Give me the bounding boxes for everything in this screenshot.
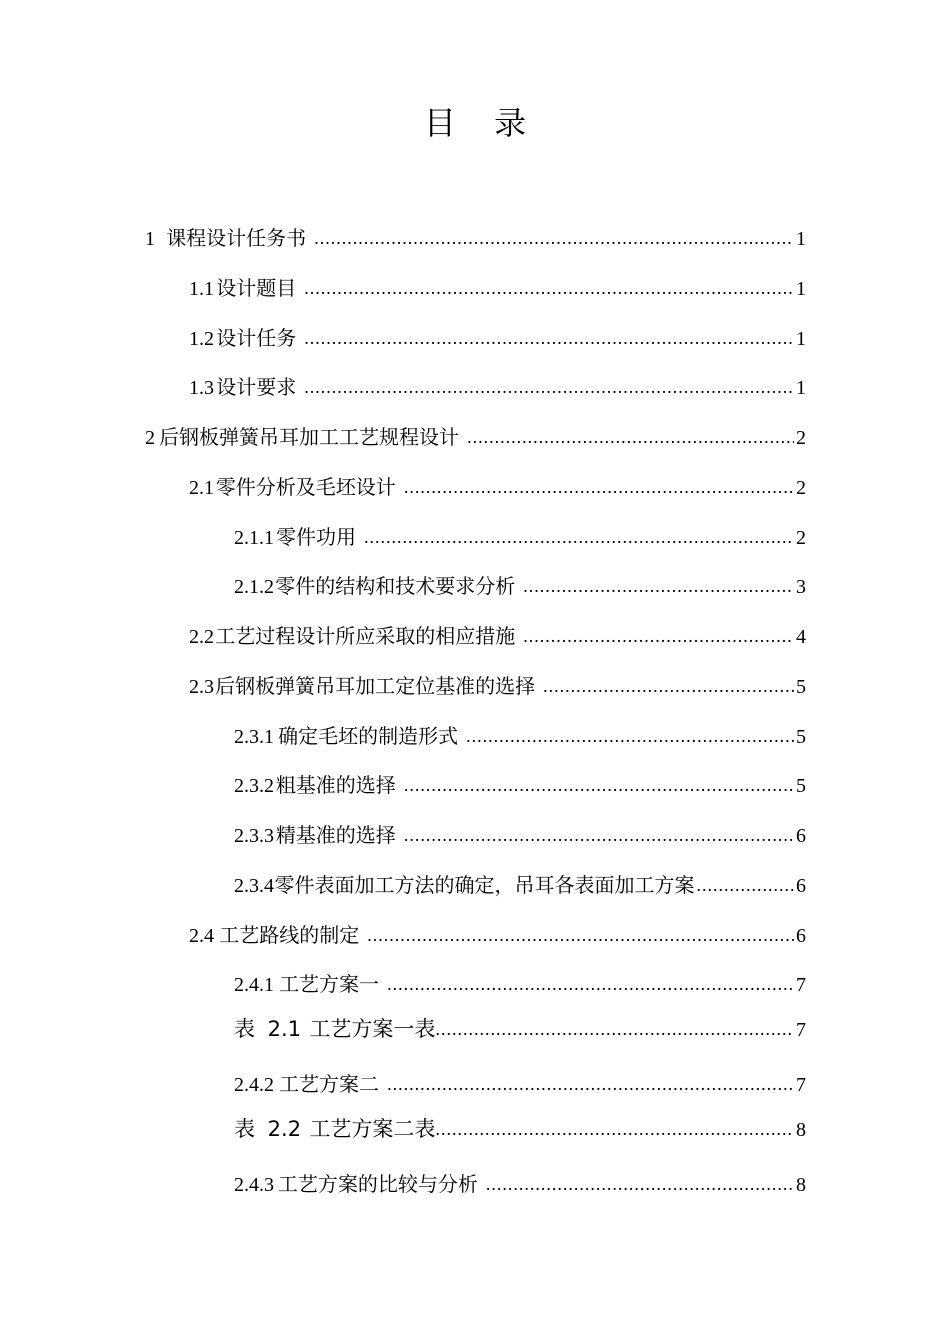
toc-leader-dots <box>435 1114 794 1144</box>
toc-entry[interactable] <box>234 1169 806 1199</box>
toc-entry-number: 1.2 <box>189 328 214 350</box>
toc-leader-dots <box>467 422 794 452</box>
toc-entry-page: 5 <box>796 676 806 698</box>
toc-entry-number: 2.2 <box>189 626 214 648</box>
toc-entry-number: 2.1 <box>189 477 214 499</box>
toc-entry-page: 1 <box>796 377 806 399</box>
toc-leader-dots <box>523 571 794 601</box>
toc-leader-dots <box>696 870 794 900</box>
toc-entry-page: 5 <box>796 775 806 797</box>
toc-entry-label: 后钢板弹簧吊耳加工定位基准的选择 <box>215 674 536 698</box>
toc-leader-dots <box>404 472 794 502</box>
toc-entry-page: 2 <box>796 427 806 449</box>
toc-table-entry[interactable] <box>234 1114 806 1144</box>
toc-entry[interactable] <box>234 820 806 850</box>
toc-leader-dots <box>387 969 794 999</box>
toc-table-number: 表 2.1 <box>234 1017 302 1041</box>
toc-entry-number: 2.1.1 <box>234 527 274 549</box>
toc-entry-number: 2.3 <box>189 676 214 698</box>
toc-entry-label: 工艺过程设计所应采取的相应措施 <box>215 624 516 648</box>
toc-entry-page: 7 <box>796 1074 806 1096</box>
toc-entry[interactable] <box>234 1069 806 1099</box>
toc-entry-label: 后钢板弹簧吊耳加工工艺规程设计 <box>159 425 460 449</box>
toc-entry-label: 零件功用 <box>276 525 356 549</box>
toc-entry[interactable] <box>189 323 806 353</box>
toc-leader-dots <box>523 621 794 651</box>
toc-leader-dots <box>304 372 794 402</box>
toc-entry[interactable] <box>189 273 806 303</box>
toc-entry-label: 精基准的选择 <box>275 823 396 847</box>
toc-entry-label: 工艺路线的制定 <box>219 923 360 947</box>
toc-entry-number: 1.3 <box>189 377 214 399</box>
toc-leader-dots <box>304 323 794 353</box>
toc-entry-number: 2.3.1 <box>234 726 274 748</box>
toc-leader-dots <box>466 721 794 751</box>
toc-entry-number: 1.1 <box>189 278 214 300</box>
toc-table-number: 表 2.2 <box>234 1117 302 1141</box>
toc-entry-number: 2.3.3 <box>234 825 274 847</box>
toc-entry-number: 2.3.4 <box>234 875 274 897</box>
toc-entry-label: 粗基准的选择 <box>275 773 396 797</box>
toc-entry-page: 1 <box>796 328 806 350</box>
toc-entry-label: 工艺方案二表 <box>309 1117 436 1141</box>
toc-entry[interactable] <box>145 422 806 452</box>
toc-entry[interactable] <box>189 920 806 950</box>
toc-leader-dots <box>304 273 794 303</box>
toc-leader-dots <box>404 770 794 800</box>
toc-entry-label: 工艺方案一 <box>279 972 380 996</box>
toc-entry[interactable] <box>234 870 806 900</box>
toc-entry[interactable] <box>234 571 806 601</box>
toc-table-entry[interactable] <box>234 1014 806 1044</box>
toc-entry-label: 零件分析及毛坯设计 <box>215 475 396 499</box>
toc-entry-label: 工艺方案的比较与分析 <box>277 1172 478 1196</box>
toc-entry-page: 8 <box>796 1174 806 1196</box>
toc-entry-page: 6 <box>796 875 806 897</box>
toc-entry-label: 零件的结构和技术要求分析 <box>275 574 516 598</box>
toc-entry-number: 2 <box>145 427 155 449</box>
toc-leader-dots <box>314 223 794 253</box>
toc-entry-page: 4 <box>796 626 806 648</box>
toc-entry-page: 7 <box>796 974 806 996</box>
toc-leader-dots <box>364 522 794 552</box>
toc-leader-dots <box>543 671 794 701</box>
toc-entry-label: 设计题目 <box>216 276 297 300</box>
toc-entry-page: 6 <box>795 925 806 947</box>
toc-entry[interactable] <box>145 223 806 253</box>
toc-entry[interactable] <box>189 621 806 651</box>
toc-entry-page: 2 <box>796 477 806 499</box>
toc-entry-label: 课程设计任务书 <box>166 226 307 250</box>
toc-entry-page: 1 <box>796 228 806 250</box>
toc-entry-page: 1 <box>796 278 806 300</box>
toc-leader-dots <box>486 1169 794 1199</box>
toc-entry-page: 8 <box>796 1119 806 1141</box>
toc-entry-label: 零件表面加工方法的确定，吊耳各表面加工方案 <box>274 873 695 897</box>
toc-entry-page: 3 <box>796 576 806 598</box>
toc-entry[interactable] <box>234 721 806 751</box>
toc-leader-dots <box>404 820 794 850</box>
toc-entry-label: 确定毛坯的制造形式 <box>278 724 459 748</box>
toc-entry[interactable] <box>234 522 806 552</box>
toc-entry-label: 工艺方案二 <box>279 1072 380 1096</box>
toc-entry[interactable] <box>189 472 806 502</box>
toc-entry-number: 2.1.2 <box>234 576 274 598</box>
toc-entry[interactable] <box>189 671 806 701</box>
toc-entry[interactable] <box>189 372 806 402</box>
toc-entry-label: 工艺方案一表 <box>309 1017 436 1041</box>
toc-entry-label: 设计要求 <box>216 375 297 399</box>
toc-entry-number: 2.4 <box>189 925 214 947</box>
toc-entry-number: 2.3.2 <box>234 775 274 797</box>
toc-leader-dots <box>435 1014 794 1044</box>
toc-entry-number: 2.4.1 <box>234 974 274 996</box>
toc-entry-page: 6 <box>796 825 806 847</box>
toc-leader-dots <box>367 920 794 950</box>
toc-entry-number: 1 <box>145 228 155 250</box>
toc-entry-page: 2 <box>796 527 806 549</box>
toc-entry-label: 设计任务 <box>216 326 297 350</box>
toc-entry[interactable] <box>234 770 806 800</box>
page-title: 目 录 <box>423 104 541 142</box>
toc-entry-page: 5 <box>796 726 806 748</box>
toc-leader-dots <box>387 1069 794 1099</box>
toc-entry[interactable] <box>234 969 806 999</box>
toc-entry-number: 2.4.3 <box>234 1174 274 1196</box>
toc-entry-number: 2.4.2 <box>234 1074 274 1096</box>
toc-entry-page: 7 <box>796 1019 806 1041</box>
